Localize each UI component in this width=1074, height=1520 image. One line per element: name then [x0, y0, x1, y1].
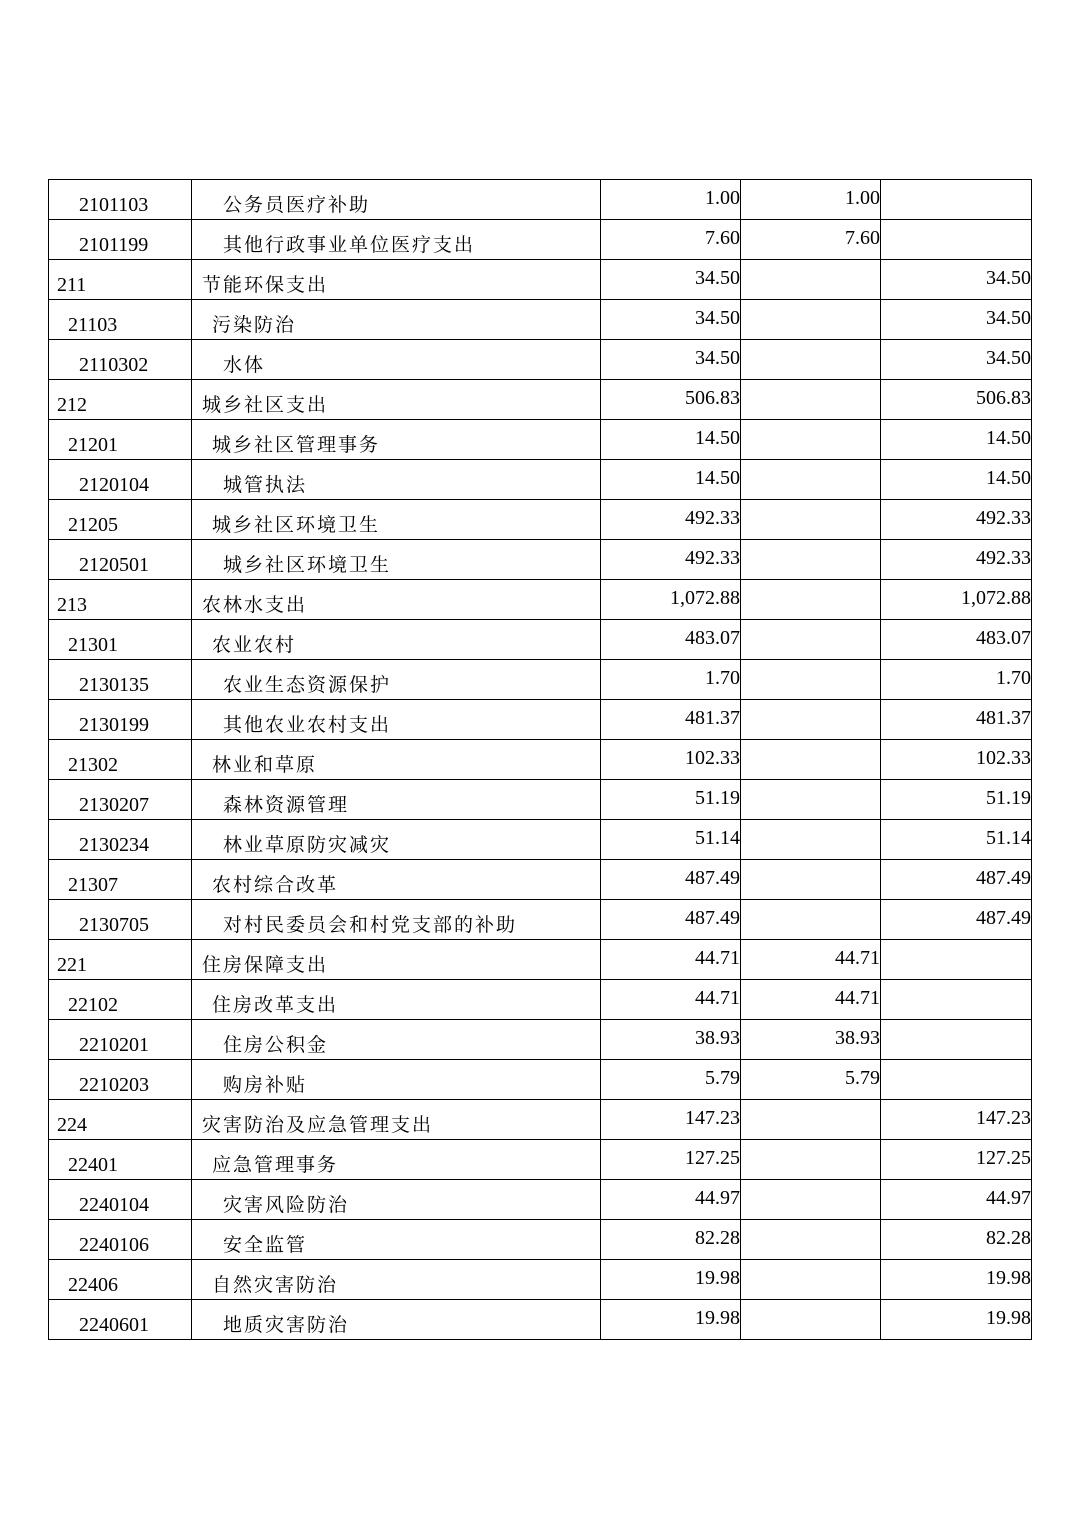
subject-name-cell: 公务员医疗补助	[192, 180, 601, 220]
subject-name-cell: 城乡社区支出	[192, 380, 601, 420]
basic-expenditure-cell	[741, 340, 881, 380]
table-row	[49, 620, 1032, 660]
subject-name-cell: 购房补贴	[192, 1060, 601, 1100]
subject-code-cell: 21301	[49, 620, 192, 660]
table-row	[49, 380, 1032, 420]
basic-expenditure-cell	[741, 300, 881, 340]
basic-expenditure-cell: 44.71	[741, 940, 881, 980]
basic-expenditure-cell	[741, 1100, 881, 1140]
basic-expenditure-cell	[741, 820, 881, 860]
table-row	[49, 700, 1032, 740]
subject-name-cell: 自然灾害防治	[192, 1260, 601, 1300]
subject-code-cell: 2240106	[49, 1220, 192, 1260]
subject-code-cell: 2120501	[49, 540, 192, 580]
total-amount-cell: 38.93	[601, 1020, 741, 1060]
total-amount-cell: 127.25	[601, 1140, 741, 1180]
total-amount-cell: 1.70	[601, 660, 741, 700]
table-row	[49, 900, 1032, 940]
basic-expenditure-cell	[741, 900, 881, 940]
subject-code-cell: 2210203	[49, 1060, 192, 1100]
table-row	[49, 820, 1032, 860]
subject-name-cell: 住房改革支出	[192, 980, 601, 1020]
basic-expenditure-cell: 5.79	[741, 1060, 881, 1100]
total-amount-cell: 44.71	[601, 940, 741, 980]
subject-name-cell: 灾害防治及应急管理支出	[192, 1100, 601, 1140]
project-expenditure-cell: 487.49	[881, 860, 1032, 900]
basic-expenditure-cell	[741, 260, 881, 300]
project-expenditure-cell: 19.98	[881, 1260, 1032, 1300]
subject-name-cell: 农林水支出	[192, 580, 601, 620]
table-row	[49, 940, 1032, 980]
subject-name-cell: 城乡社区管理事务	[192, 420, 601, 460]
table-row	[49, 540, 1032, 580]
table-row	[49, 1220, 1032, 1260]
basic-expenditure-cell	[741, 580, 881, 620]
project-expenditure-cell: 1,072.88	[881, 580, 1032, 620]
project-expenditure-cell: 147.23	[881, 1100, 1032, 1140]
subject-name-cell: 城乡社区环境卫生	[192, 500, 601, 540]
subject-name-cell: 农业农村	[192, 620, 601, 660]
subject-name-cell: 灾害风险防治	[192, 1180, 601, 1220]
total-amount-cell: 102.33	[601, 740, 741, 780]
total-amount-cell: 492.33	[601, 540, 741, 580]
subject-code-cell: 21302	[49, 740, 192, 780]
subject-code-cell: 21307	[49, 860, 192, 900]
subject-name-cell: 森林资源管理	[192, 780, 601, 820]
subject-code-cell: 2210201	[49, 1020, 192, 1060]
total-amount-cell: 1,072.88	[601, 580, 741, 620]
project-expenditure-cell: 44.97	[881, 1180, 1032, 1220]
subject-code-cell: 2101103	[49, 180, 192, 220]
table-row	[49, 300, 1032, 340]
table-row	[49, 1020, 1032, 1060]
basic-expenditure-cell	[741, 1260, 881, 1300]
total-amount-cell: 14.50	[601, 460, 741, 500]
table-row	[49, 1100, 1032, 1140]
table-row	[49, 340, 1032, 380]
basic-expenditure-cell	[741, 1220, 881, 1260]
subject-name-cell: 城乡社区环境卫生	[192, 540, 601, 580]
table-body	[49, 180, 1032, 1340]
total-amount-cell: 14.50	[601, 420, 741, 460]
basic-expenditure-cell	[741, 1140, 881, 1180]
subject-code-cell: 2240104	[49, 1180, 192, 1220]
total-amount-cell: 487.49	[601, 900, 741, 940]
table-row	[49, 1300, 1032, 1340]
basic-expenditure-cell	[741, 1300, 881, 1340]
table-row	[49, 780, 1032, 820]
project-expenditure-cell: 34.50	[881, 340, 1032, 380]
subject-name-cell: 城管执法	[192, 460, 601, 500]
subject-name-cell: 林业和草原	[192, 740, 601, 780]
project-expenditure-cell: 19.98	[881, 1300, 1032, 1340]
subject-name-cell: 其他行政事业单位医疗支出	[192, 220, 601, 260]
total-amount-cell: 19.98	[601, 1300, 741, 1340]
subject-code-cell: 21205	[49, 500, 192, 540]
total-amount-cell: 82.28	[601, 1220, 741, 1260]
subject-code-cell: 2240601	[49, 1300, 192, 1340]
expenditure-table	[48, 179, 1032, 1340]
project-expenditure-cell: 14.50	[881, 420, 1032, 460]
basic-expenditure-cell	[741, 740, 881, 780]
subject-code-cell: 213	[49, 580, 192, 620]
subject-name-cell: 安全监管	[192, 1220, 601, 1260]
basic-expenditure-cell: 1.00	[741, 180, 881, 220]
subject-name-cell: 林业草原防灾减灾	[192, 820, 601, 860]
subject-code-cell: 2101199	[49, 220, 192, 260]
basic-expenditure-cell	[741, 540, 881, 580]
total-amount-cell: 487.49	[601, 860, 741, 900]
total-amount-cell: 51.14	[601, 820, 741, 860]
total-amount-cell: 7.60	[601, 220, 741, 260]
project-expenditure-cell: 34.50	[881, 260, 1032, 300]
total-amount-cell: 34.50	[601, 260, 741, 300]
subject-name-cell: 其他农业农村支出	[192, 700, 601, 740]
subject-name-cell: 农业生态资源保护	[192, 660, 601, 700]
subject-code-cell: 2130207	[49, 780, 192, 820]
total-amount-cell: 506.83	[601, 380, 741, 420]
total-amount-cell: 481.37	[601, 700, 741, 740]
subject-code-cell: 224	[49, 1100, 192, 1140]
table-row	[49, 1140, 1032, 1180]
subject-code-cell: 211	[49, 260, 192, 300]
project-expenditure-cell	[881, 180, 1032, 220]
table-row	[49, 660, 1032, 700]
project-expenditure-cell	[881, 1060, 1032, 1100]
subject-name-cell: 应急管理事务	[192, 1140, 601, 1180]
basic-expenditure-cell	[741, 700, 881, 740]
total-amount-cell: 44.71	[601, 980, 741, 1020]
total-amount-cell: 5.79	[601, 1060, 741, 1100]
subject-name-cell: 住房公积金	[192, 1020, 601, 1060]
table-row	[49, 980, 1032, 1020]
total-amount-cell: 19.98	[601, 1260, 741, 1300]
subject-code-cell: 22401	[49, 1140, 192, 1180]
subject-code-cell: 212	[49, 380, 192, 420]
subject-code-cell: 221	[49, 940, 192, 980]
table-row	[49, 1260, 1032, 1300]
project-expenditure-cell: 34.50	[881, 300, 1032, 340]
subject-code-cell: 2130234	[49, 820, 192, 860]
basic-expenditure-cell	[741, 460, 881, 500]
project-expenditure-cell	[881, 1020, 1032, 1060]
project-expenditure-cell: 492.33	[881, 500, 1032, 540]
basic-expenditure-cell: 7.60	[741, 220, 881, 260]
project-expenditure-cell	[881, 940, 1032, 980]
basic-expenditure-cell	[741, 660, 881, 700]
table-row	[49, 420, 1032, 460]
subject-code-cell: 2120104	[49, 460, 192, 500]
table-row	[49, 1060, 1032, 1100]
basic-expenditure-cell	[741, 620, 881, 660]
basic-expenditure-cell: 38.93	[741, 1020, 881, 1060]
subject-code-cell: 2130199	[49, 700, 192, 740]
project-expenditure-cell: 51.14	[881, 820, 1032, 860]
project-expenditure-cell: 127.25	[881, 1140, 1032, 1180]
table-row	[49, 180, 1032, 220]
total-amount-cell: 483.07	[601, 620, 741, 660]
table-row	[49, 220, 1032, 260]
subject-code-cell: 21103	[49, 300, 192, 340]
table-row	[49, 1180, 1032, 1220]
total-amount-cell: 34.50	[601, 300, 741, 340]
subject-code-cell: 21201	[49, 420, 192, 460]
project-expenditure-cell: 82.28	[881, 1220, 1032, 1260]
project-expenditure-cell: 1.70	[881, 660, 1032, 700]
subject-name-cell: 污染防治	[192, 300, 601, 340]
table-row	[49, 740, 1032, 780]
project-expenditure-cell: 51.19	[881, 780, 1032, 820]
basic-expenditure-cell: 44.71	[741, 980, 881, 1020]
basic-expenditure-cell	[741, 500, 881, 540]
table-row	[49, 460, 1032, 500]
subject-code-cell: 2130705	[49, 900, 192, 940]
project-expenditure-cell: 487.49	[881, 900, 1032, 940]
subject-name-cell: 住房保障支出	[192, 940, 601, 980]
total-amount-cell: 492.33	[601, 500, 741, 540]
table-row	[49, 580, 1032, 620]
subject-code-cell: 2110302	[49, 340, 192, 380]
project-expenditure-cell: 483.07	[881, 620, 1032, 660]
basic-expenditure-cell	[741, 420, 881, 460]
basic-expenditure-cell	[741, 1180, 881, 1220]
subject-name-cell: 节能环保支出	[192, 260, 601, 300]
subject-code-cell: 22406	[49, 1260, 192, 1300]
subject-name-cell: 地质灾害防治	[192, 1300, 601, 1340]
project-expenditure-cell	[881, 220, 1032, 260]
project-expenditure-cell: 102.33	[881, 740, 1032, 780]
basic-expenditure-cell	[741, 380, 881, 420]
total-amount-cell: 34.50	[601, 340, 741, 380]
project-expenditure-cell: 492.33	[881, 540, 1032, 580]
total-amount-cell: 44.97	[601, 1180, 741, 1220]
project-expenditure-cell: 481.37	[881, 700, 1032, 740]
subject-name-cell: 水体	[192, 340, 601, 380]
table-row	[49, 260, 1032, 300]
table-row	[49, 500, 1032, 540]
project-expenditure-cell	[881, 980, 1032, 1020]
project-expenditure-cell: 506.83	[881, 380, 1032, 420]
subject-name-cell: 对村民委员会和村党支部的补助	[192, 900, 601, 940]
subject-code-cell: 2130135	[49, 660, 192, 700]
total-amount-cell: 1.00	[601, 180, 741, 220]
total-amount-cell: 147.23	[601, 1100, 741, 1140]
basic-expenditure-cell	[741, 780, 881, 820]
table-row	[49, 860, 1032, 900]
subject-name-cell: 农村综合改革	[192, 860, 601, 900]
total-amount-cell: 51.19	[601, 780, 741, 820]
basic-expenditure-cell	[741, 860, 881, 900]
project-expenditure-cell: 14.50	[881, 460, 1032, 500]
subject-code-cell: 22102	[49, 980, 192, 1020]
